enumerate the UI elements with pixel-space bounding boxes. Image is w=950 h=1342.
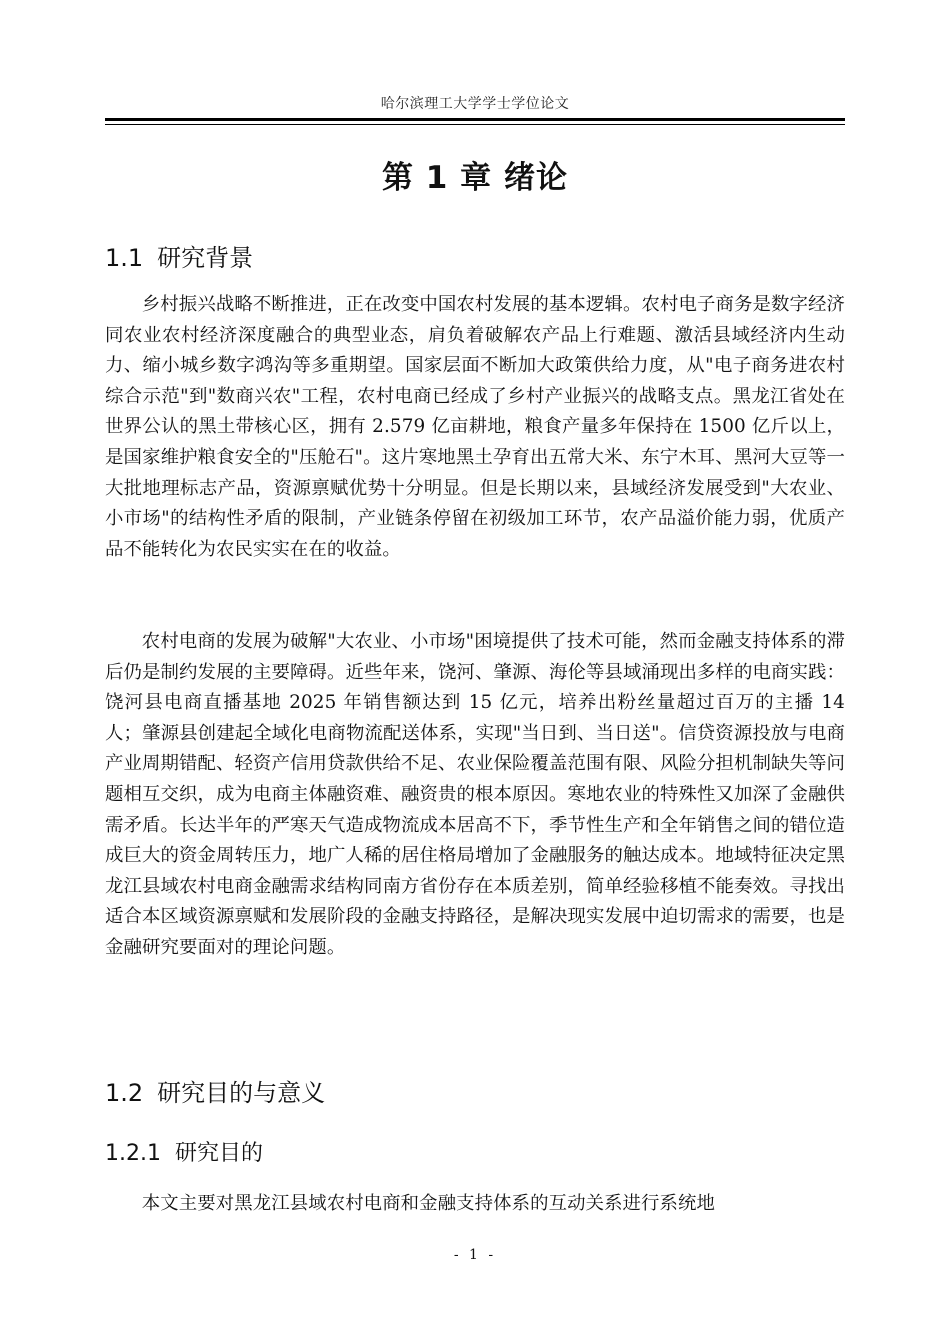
section-title: 研究目的与意义 (157, 1079, 326, 1107)
section-heading-1-1 (105, 238, 253, 273)
page-number: - 1 - (453, 1247, 497, 1263)
header-rule-thin (105, 124, 845, 125)
paragraph: 乡村振兴战略不断推进，正在改变中国农村发展的基本逻辑。农村电子商务是数字经济同农业农村经济深度融合的典型业态，肩负着破解农产品上行难题、激活县域经济内生动力、缩小城乡数字鸿沟等多重期望。国家层面不断加大政策供给力度，从"电子商务进农村综合示范"到"数商兴农"工程，农村电商已经成了乡村产业振兴的战略支点。黑龙江省处在世界公认的黑土带核心区，拥有 2.579 亿亩耕地，粮食产量多年保持在 1500 亿斤以上，是国家维护粮食安全的"压舱石"。这片寒地黑土孕育出五常大米、东宁木耳、黑河大豆等一大批地理标志产品，资源禀赋优势十分明显。但是长期以来，县域经济发展受到"大农业、小市场"的结构性矛盾的限制，产业链条停留在初级加工环节，农产品溢价能力弱，优质产品不能转化为农民实实在在的收益。 (105, 294, 845, 560)
header-rule-thick (105, 118, 845, 121)
section-title: 研究目的 (174, 1141, 263, 1166)
paragraph: 本文主要对黑龙江县域农村电商和金融支持体系的互动关系进行系统地 (141, 1193, 716, 1214)
subsection-heading-1-2-1 (105, 1136, 263, 1167)
section-heading-1-2 (105, 1073, 325, 1108)
section-number: 1.2.1 (105, 1141, 161, 1166)
section-number: 1.1 (105, 244, 144, 272)
section-title: 研究背景 (157, 244, 254, 272)
chapter-title: 第 1 章 绪论 (382, 160, 568, 196)
section-number: 1.2 (105, 1079, 144, 1107)
running-header: 哈尔滨理工大学学士学位论文 (380, 96, 570, 112)
paragraph: 农村电商的发展为破解"大农业、小市场"困境提供了技术可能，然而金融支持体系的滞后仍是制约发展的主要障碍。近些年来，饶河、肇源、海伦等县域涌现出多样的电商实践：饶河县电商直播基地 2025 年销售额达到 15 亿元，培养出粉丝量超过百万的主播 14 人；肇源县创建起全域化电商物流配送体系，实现"当日到、当日送"。信贷资源投放与电商产业周期错配、轻资产信用贷款供给不足、农业保险覆盖范围有限、风险分担机制缺失等问题相互交织，成为电商主体融资难、融资贵的根本原因。寒地农业的特殊性又加深了金融供需矛盾。长达半年的严寒天气造成物流成本居高不下，季节性生产和全年销售之间的错位造成巨大的资金周转压力，地广人稀的居住格局增加了金融服务的触达成本。地域特征决定黑龙江县域农村电商金融需求结构同南方省份存在本质差别，简单经验移植不能奏效。寻找出适合本区域资源禀赋和发展阶段的金融支持路径，是解决现实发展中迫切需求的需要，也是金融研究要面对的理论问题。 (105, 631, 845, 958)
